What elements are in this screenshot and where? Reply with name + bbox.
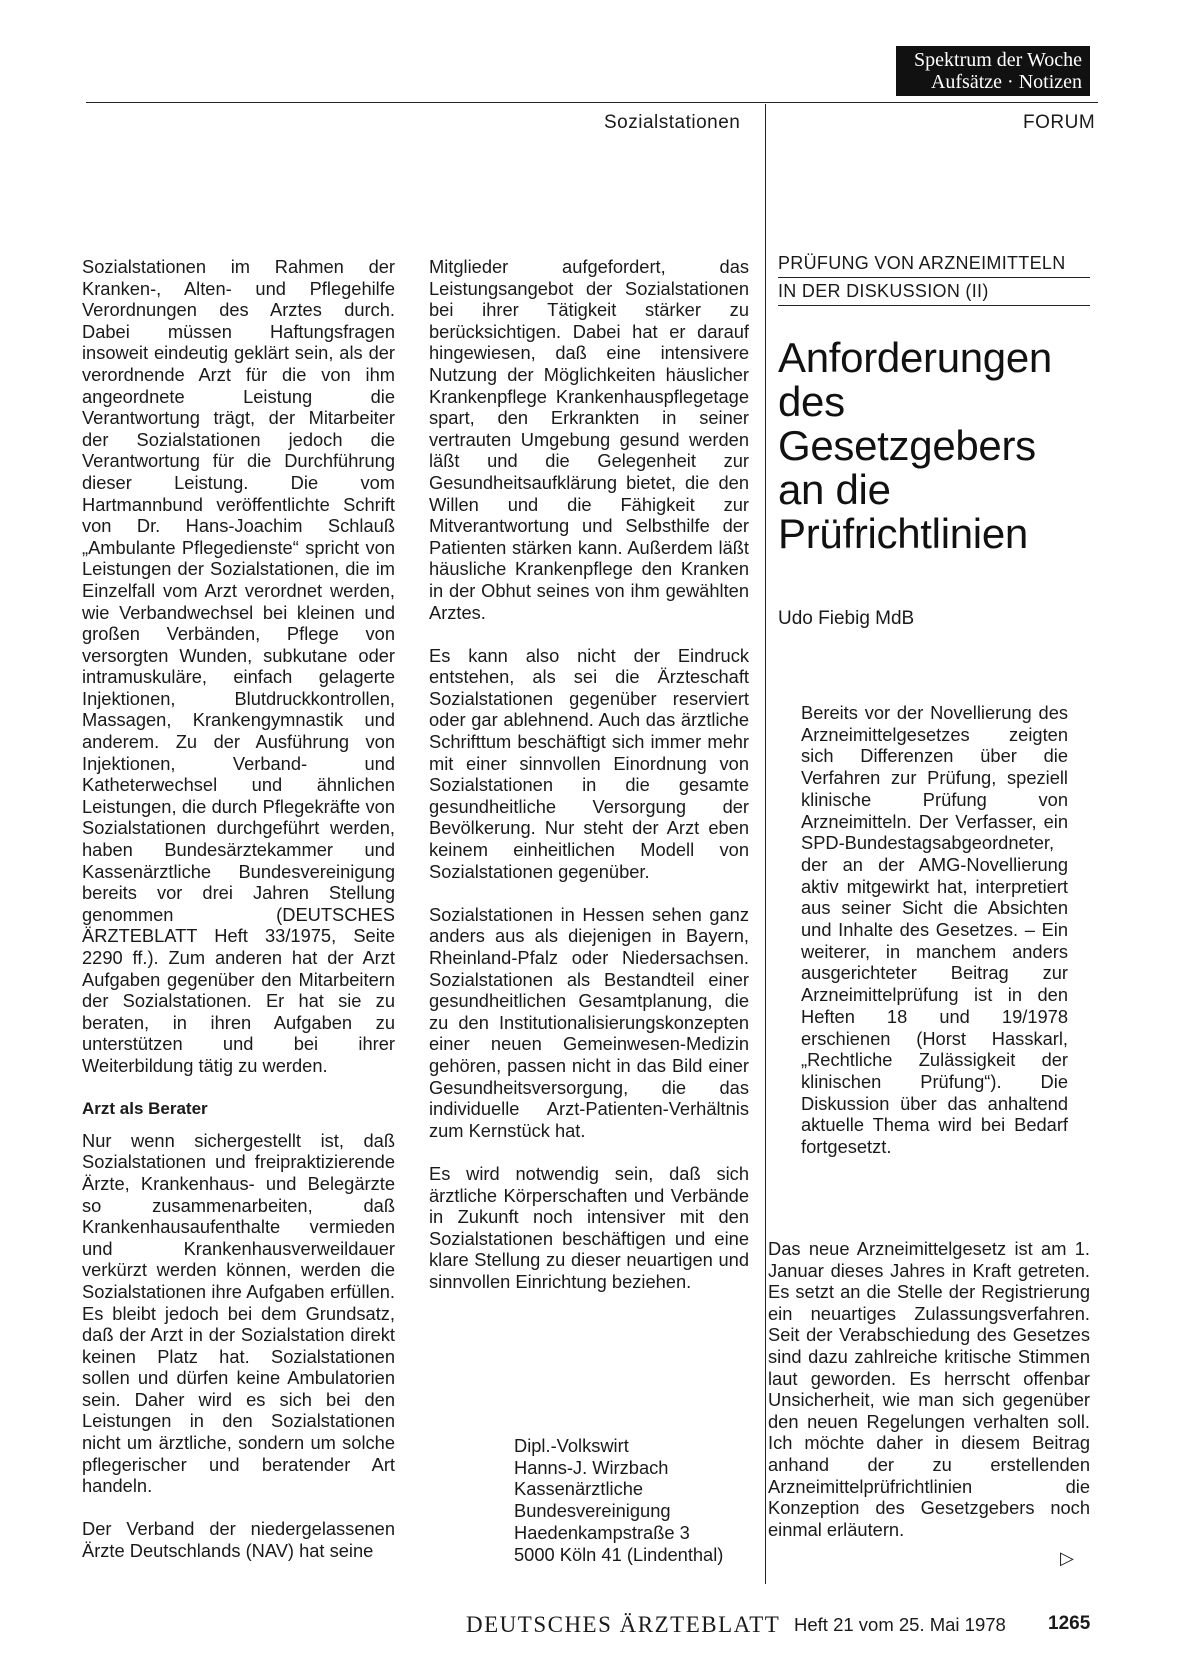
kicker-line-2: IN DER DISKUSSION (II) — [778, 278, 1090, 306]
paragraph: Es wird notwendig sein, daß sich ärztliche Körperschaften und Verbände in Zukunft noch intensiver mit den Sozialstationen beschäftigen und eine klare Stellung zu dieser neuartigen und sinnvollen Einrichtung beziehen. — [429, 1162, 749, 1292]
publication-name: DEUTSCHES ÄRZTEBLATT — [466, 1612, 781, 1637]
address-line: 5000 Köln 41 (Lindenthal) — [514, 1543, 724, 1565]
paragraph: Sozialstationen im Rahmen der Kranken-, Alten- und Pflegehilfe Verordnungen des Arztes durch. Dabei müssen Haftungsfragen insoweit eindeutig geklärt sein, als der verordnende Arzt für die von ihm angeordnete Leistung die Verantwortung trägt, der Mitarbeiter der Sozialstationen jedoch die Verantwortung für die Durchführung dieser Leistung. Die vom Hartmannbund veröffentlichte Schrift von Dr. Hans-Joachim Schlauß „Ambulante Pflegedienste“ spricht von Leistungen der Sozialstationen, die im Einzelfall vom Arzt verordnet werden, wie Verbandwechsel bei kleinen und großen Verbänden, Pflege von versorgten Wunden, subkutane oder intramuskuläre, einfach gelagerte Injektionen, Blutdruckkontrollen, Massagen, Krankengymnastik und anderem. Zu der Ausführung von Injektionen, Verband- und Katheterwechsel und ähnlichen Leistungen, die durch Pflegekräfte von Sozialstationen durchgeführt werden, haben Bundesärztekammer und Kassenärztliche Bundesvereinigung bereits vor drei Jahren Stellung genommen (DEUTSCHES ÄRZTEBLATT Heft 33/1975, Seite 2290 ff.). Zum anderen hat der Arzt Aufgaben gegenüber den Mitarbeitern der Sozialstationen. Er hat sie zu beraten, in ihren Aufgaben zu unterstützen und bei ihrer Weiterbildung tätig zu werden. — [82, 256, 395, 1076]
kicker-line-1: PRÜFUNG VON ARZNEIMITTELN — [778, 250, 1090, 278]
address-line: Haedenkampstraße 3 — [514, 1521, 690, 1543]
column-divider — [765, 104, 766, 1584]
issue-info: Heft 21 vom 25. Mai 1978 — [794, 1614, 1006, 1635]
headline-line: an die — [778, 466, 891, 513]
article-headline — [778, 336, 1098, 556]
rubric-right: FORUM — [1023, 112, 1096, 133]
address-line: Hanns-J. Wirzbach — [514, 1456, 669, 1478]
badge-line-2: Aufsätze · Notizen — [930, 71, 1082, 93]
address-line: Bundesvereinigung — [514, 1500, 671, 1522]
headline-line: Anforderungen — [778, 334, 1052, 381]
paragraph: Sozialstationen in Hessen sehen ganz anders aus als diejenigen in Bayern, Rheinland-Pfalz oder Niedersachsen. Sozialstationen als Bestandteil einer gesundheitlichen Gesamtplanung, die zu den Institutionalisierungskonzepten einer neuen Gemeinwesen-Medizin gehören, passen nicht in das Bild einer Gesundheitsversorgung, die das individuelle Arzt-Patienten-Verhältnis zum Kernstück hat. — [429, 903, 749, 1141]
author-address — [514, 1435, 764, 1565]
headline-line: des — [778, 378, 845, 425]
article-abstract: Bereits vor der Novellierung des Arzneimittelgesetzes zeigten sich Differenzen über die Verfahren zur Prüfung, speziell klinische Prüfung von Arzneimitteln. Der Verfasser, ein SPD-Bundestagsabgeordneter, der an der AMG-Novellierung aktiv mitgewirkt hat, interpretiert aus seiner Sicht die Absichten und Inhalte des Gesetzes. – Ein weiterer, in manchem anders ausgerichteter Beitrag zur Arzneimittelprüfung ist in den Heften 18 und 19/1978 erschienen (Horst Hasskarl, „Rechtliche Zulässigkeit der klinischen Prüfung“). Die Diskussion über das anhaltend aktuelle Thema wird bei Bedarf fortgesetzt. — [801, 702, 1068, 1158]
paragraph: Der Verband der niedergelassenen Ärzte Deutschlands (NAV) hat seine — [82, 1518, 395, 1562]
badge-line-1: Spektrum der Woche — [914, 49, 1082, 71]
address-line: Dipl.-Volkswirt — [514, 1435, 629, 1456]
continue-arrow-icon: ▷ — [1060, 1548, 1074, 1568]
article-author: Udo Fiebig MdB — [778, 608, 915, 629]
article-kicker — [778, 250, 1090, 306]
subheading: Arzt als Berater — [82, 1099, 208, 1119]
headline-line: Prüfrichtlinien — [778, 510, 1028, 557]
rubric-left: Sozialstationen — [604, 112, 741, 133]
page-number: 1265 — [1048, 1613, 1091, 1634]
article-body — [768, 1238, 1090, 1540]
paragraph: Das neue Arzneimittelgesetz ist am 1. Januar dieses Jahres in Kraft getreten. Es setzt an die Stelle der Registrierung ein neuartiges Zulassungsverfahren. Seit der Verabschiedung des Gesetzes sind dazu zahlreiche kritische Stimmen laut geworden. Es herrscht offenbar Unsicherheit, wie man sich gegenüber den neuen Regelungen verhalten soll. Ich möchte daher in diesem Beitrag anhand der zu erstellenden Arzneimittelprüfrichtlinien die Konzeption des Gesetzgebers noch einmal erläutern. — [768, 1238, 1090, 1540]
paragraph: Es kann also nicht der Eindruck entstehen, als sei die Ärzteschaft Sozialstationen gegenüber reserviert oder gar ablehnend. Auch das ärztliche Schrifttum beschäftigt sich immer mehr mit einer sinnvollen Einordnung von Sozialstationen in die gesamte gesundheitliche Versorgung der Bevölkerung. Nur steht der Arzt eben keinem einheitlichen Modell von Sozialstationen gegenüber. — [429, 644, 749, 882]
headline-line: Gesetzgebers — [778, 422, 1036, 469]
column-2 — [429, 256, 749, 1293]
paragraph: Mitglieder aufgefordert, das Leistungsangebot der Sozialstationen bei ihrer Tätigkeit stärker zu berücksichtigen. Dabei hat er darauf hingewiesen, daß eine intensivere Nutzung der Möglichkeiten häuslicher Krankenpflege Krankenhauspflegetage spart, den Erkrankten in seiner vertrauten Umgebung gesund werden läßt und die Gelegenheit zur Gesundheitsaufklärung bietet, die den Willen und die Fähigkeit zur Mitverantwortung und Selbsthilfe der Patienten stärken kann. Außerdem läßt häusliche Krankenpflege den Kranken in der Obhut seines von ihm gewählten Arztes. — [429, 256, 749, 623]
section-badge — [896, 46, 1090, 96]
paragraph: Nur wenn sichergestellt ist, daß Sozialstationen und freipraktizierende Ärzte, Krankenhaus- und Belegärzte so zusammenarbeiten, daß Krankenhausaufenthalte vermieden und Krankenhausverweildauer verkürzt werden können, werden die Sozialstationen ihre Aufgaben erfüllen. Es bleibt jedoch bei dem Grundsatz, daß der Arzt in der Sozialstation direkt keinen Platz hat. Sozialstationen sollen und dürfen keine Ambulatorien sein. Daher wird es sich bei den Leistungen in den Sozialstationen nicht um ärztliche, sondern um solche pflegerischer und beratender Art handeln. — [82, 1129, 395, 1497]
column-1 — [82, 256, 395, 1562]
header-rule — [86, 102, 1098, 103]
address-line: Kassenärztliche — [514, 1478, 644, 1500]
